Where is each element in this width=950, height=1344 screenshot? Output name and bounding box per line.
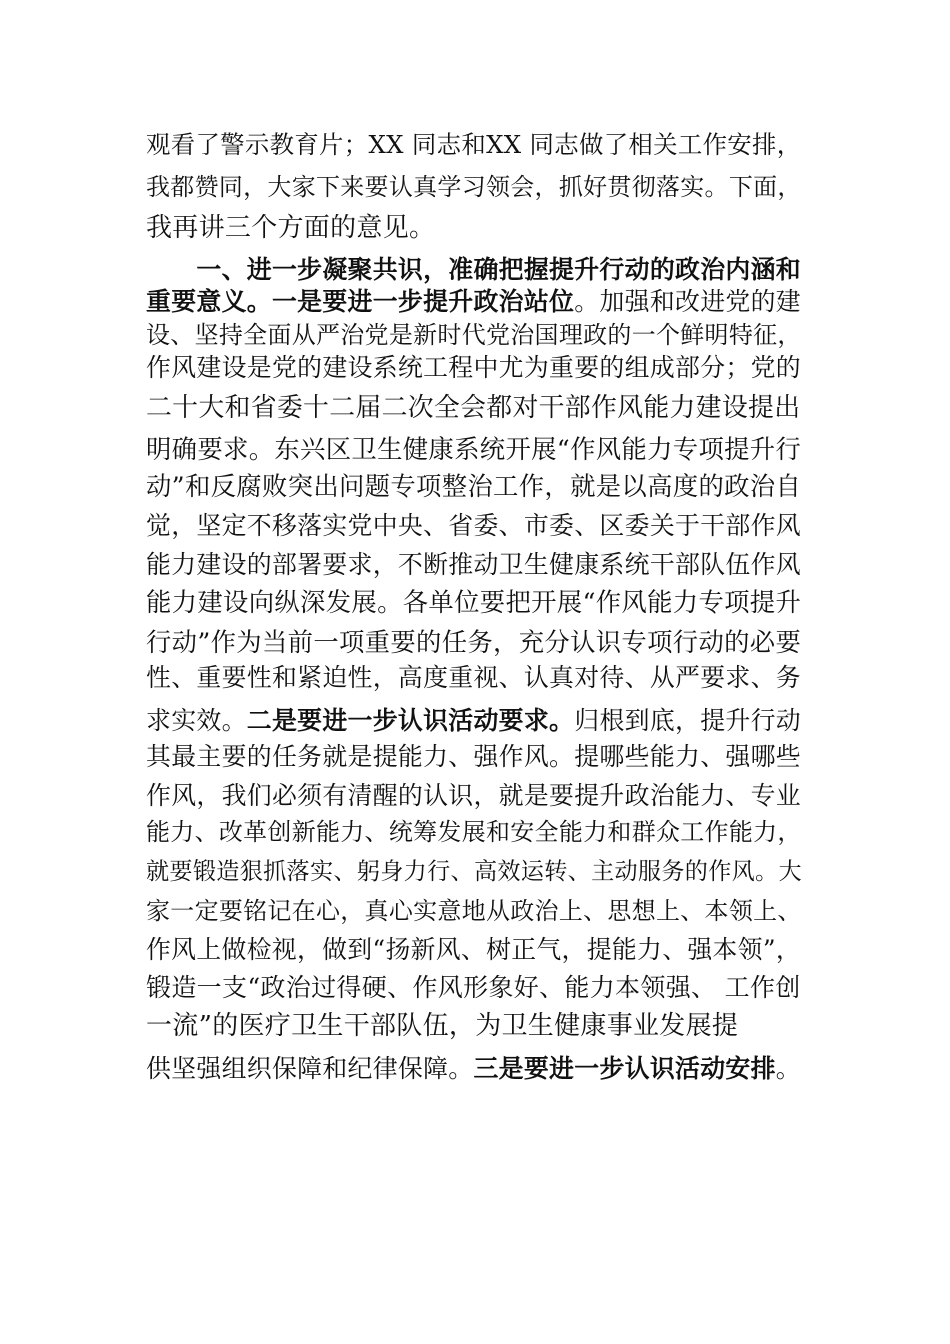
text-line — [146, 320, 802, 350]
text-segment: 求实效。 — [146, 706, 247, 735]
text-line — [146, 973, 801, 1003]
text-line — [146, 817, 802, 847]
text-segment: 二十大和省委十二届二次全会都对干部作风能力建设提出 — [146, 393, 801, 423]
bold-text-segment: 二是要进一步认识活动要求。 — [246, 706, 575, 735]
text-line — [146, 287, 801, 317]
text-line — [146, 587, 801, 617]
text-segment: 我再讲三个方面的意见。 — [146, 213, 436, 243]
text-line — [146, 935, 801, 965]
text-line — [146, 172, 802, 202]
text-segment: 能力、改革创新能力、统筹发展和安全能力和群众工作能力， — [146, 818, 802, 846]
text-line — [146, 550, 801, 580]
text-line — [146, 1011, 738, 1041]
text-segment: 作风上做检视，做到“扬新风、树正气，提能力、强本领”， — [146, 935, 802, 964]
text-segment: 归根到底，提升行动 — [574, 706, 801, 735]
text-line — [146, 627, 801, 657]
text-line — [146, 353, 801, 383]
text-segment: 供坚强组织保障和纪律保障。 — [146, 1054, 474, 1083]
text-segment: 观看了警示教育片；XX 同志和XX 同志做了相关工作安排， — [146, 130, 802, 159]
text-line — [146, 130, 801, 160]
text-segment: 。 — [775, 1054, 801, 1083]
text-segment: 其最主要的任务就是提能力、强作风。提哪些能力、强哪些 — [146, 742, 801, 771]
bold-text-segment: 重要意义。一是要进一步提升政治站位 — [146, 287, 575, 316]
text-segment: 动”和反腐败突出问题专项整治工作，就是以高度的政治自 — [146, 471, 802, 501]
bold-text-segment: 三是要进一步认识活动安排 — [473, 1054, 776, 1083]
text-line — [146, 434, 801, 464]
text-segment: 锻造一支“政治过得硬、作风形象好、能力本领强、 工作创 — [146, 973, 801, 1002]
text-segment: 觉，坚定不移落实党中央、省委、市委、区委关于干部作风 — [146, 511, 801, 540]
text-segment: 我都赞同，大家下来要认真学习领会，抓好贯彻落实。下面， — [146, 173, 802, 201]
text-line — [146, 742, 801, 772]
text-segment: 一流”的医疗卫生干部队伍，为卫生健康事业发展提 — [146, 1011, 739, 1041]
text-segment: 能力建设向纵深发展。各单位要把开展“作风能力专项提升 — [146, 587, 802, 617]
text-line — [146, 706, 801, 736]
text-line — [146, 393, 800, 423]
text-segment: 作风，我们必须有清醒的认识，就是要提升政治能力、专业 — [146, 781, 801, 810]
text-line — [146, 896, 802, 926]
text-segment: 家一定要铭记在心，真心实意地从政治上、思想上、本领上、 — [146, 897, 802, 925]
text-segment: 性、重要性和紧迫性，高度重视、认真对待、从严要求、务 — [146, 663, 801, 692]
text-segment: 。加强和改进党的建 — [574, 287, 801, 316]
text-line — [146, 511, 801, 541]
bold-text-segment: 一、进一步凝聚共识，准确把握提升行动的政治内涵和 — [146, 255, 801, 284]
text-line — [146, 471, 801, 501]
text-line — [146, 663, 801, 693]
text-segment: 作风建设是党的建设系统工程中尤为重要的组成部分；党的 — [146, 353, 801, 382]
text-line — [146, 857, 802, 887]
text-line — [146, 213, 435, 243]
text-segment: 明确要求。东兴区卫生健康系统开展“作风能力专项提升行 — [146, 434, 802, 464]
text-segment: 行动”作为当前一项重要的任务，充分认识专项行动的必要 — [146, 627, 802, 657]
text-line — [146, 255, 801, 285]
text-segment: 能力建设的部署要求，不断推动卫生健康系统干部队伍作风 — [146, 550, 801, 579]
text-line — [146, 1054, 801, 1084]
text-segment: 就要锻造狠抓落实、躬身力行、高效运转、主动服务的作风。大 — [146, 859, 802, 885]
text-line — [146, 781, 801, 811]
text-segment: 设、坚持全面从严治党是新时代党治国理政的一个鲜明特征， — [146, 321, 802, 349]
